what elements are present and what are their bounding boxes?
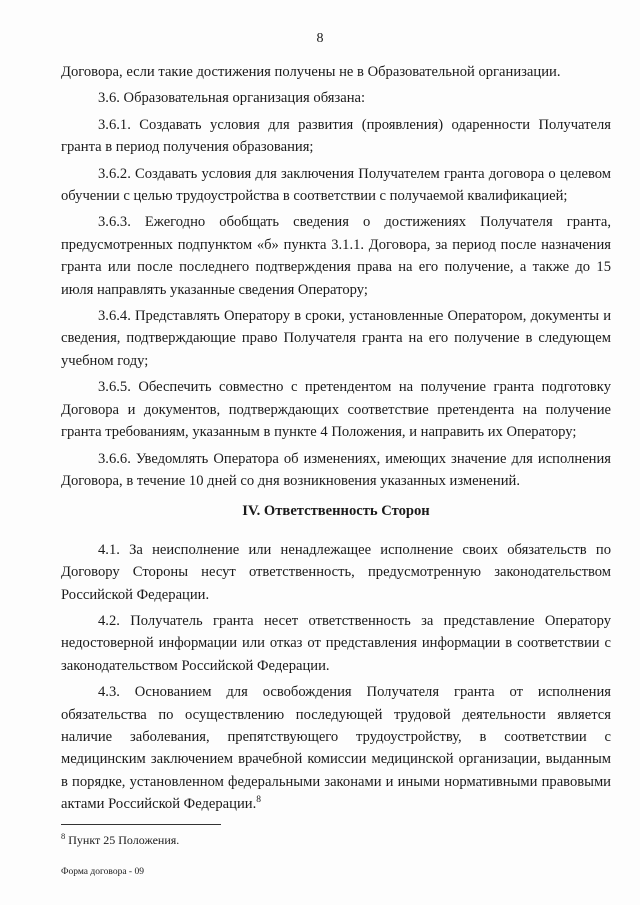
paragraph-3-6-5: 3.6.5. Обеспечить совместно с претендентом на получение гранта подготовку Договора и документов, подтверждающих соответствие претендента на получение гранта требованиям, указанным в пункте 4 Положения, и направить их Оператору; (61, 379, 611, 441)
paragraph-continuation: Договора, если такие достижения получены не в Образовательной организации. (61, 64, 561, 80)
footnote (61, 831, 179, 848)
footnote-reference[interactable]: 8 (256, 795, 261, 806)
document-body (61, 61, 611, 816)
paragraph-3-6: 3.6. Образовательная организация обязана: (98, 90, 366, 107)
page-number: 8 (316, 31, 324, 46)
paragraph-4-1: 4.1. За неисполнение или ненадлежащее исполнение своих обязательств по Договору Стороны несут ответственность, предусмотренную законодательством Российской Федерации. (61, 541, 611, 603)
paragraph-4-3 (61, 681, 611, 815)
paragraph-4-2: 4.2. Получатель гранта несет ответственность за представление Оператору недостоверной информации или отказ от представления информации в соответствии с законодательством Российской Федерации. (61, 612, 611, 674)
paragraph-3-6-3: 3.6.3. Ежегодно обобщать сведения о достижениях Получателя гранта, предусмотренных подпунктом «б» пункта 3.1.1. Договора, за период после назначения гранта или после последнего подтверждения права на его получение, а также до 15 июля направлять указанные сведения Оператору; (61, 214, 611, 298)
paragraph-3-6-6: 3.6.6. Уведомлять Оператора об изменениях, имеющих значение для исполнения Договора, в течение 10 дней со дня возникновения указанных изменений. (61, 450, 611, 489)
footnote-marker: 8 (61, 831, 66, 841)
paragraph-4-3-text: 4.3. Основанием для освобождения Получателя гранта от исполнения обязательства по осуществлению последующей трудовой деятельности является наличие заболевания, препятствующего трудоустройству, в соответствии с медицинским заключением врачебной комиссии медицинской организации, выданным в порядке, установленном федеральными законами и иными нормативными правовыми актами Российской Федерации. (61, 684, 611, 813)
footnote-divider (61, 824, 221, 825)
paragraph-3-6-4: 3.6.4. Представлять Оператору в сроки, установленные Оператором, документы и сведения, подтверждающие право Получателя гранта на его получение в следующем учебном году; (61, 308, 611, 369)
paragraph-3-6-2: 3.6.2. Создавать условия для заключения Получателем гранта договора о целевом обучении с целью трудоустройства в соответствии с получаемой квалификацией; (61, 165, 611, 205)
paragraph-3-6-1: 3.6.1. Создавать условия для развития (проявления) одаренности Получателя гранта в период получения образования; (61, 116, 611, 156)
footnote-text: Пункт 25 Положения. (68, 833, 180, 847)
section-heading: IV. Ответственность Сторон (242, 503, 430, 520)
form-label: Форма договора - 09 (61, 867, 144, 877)
